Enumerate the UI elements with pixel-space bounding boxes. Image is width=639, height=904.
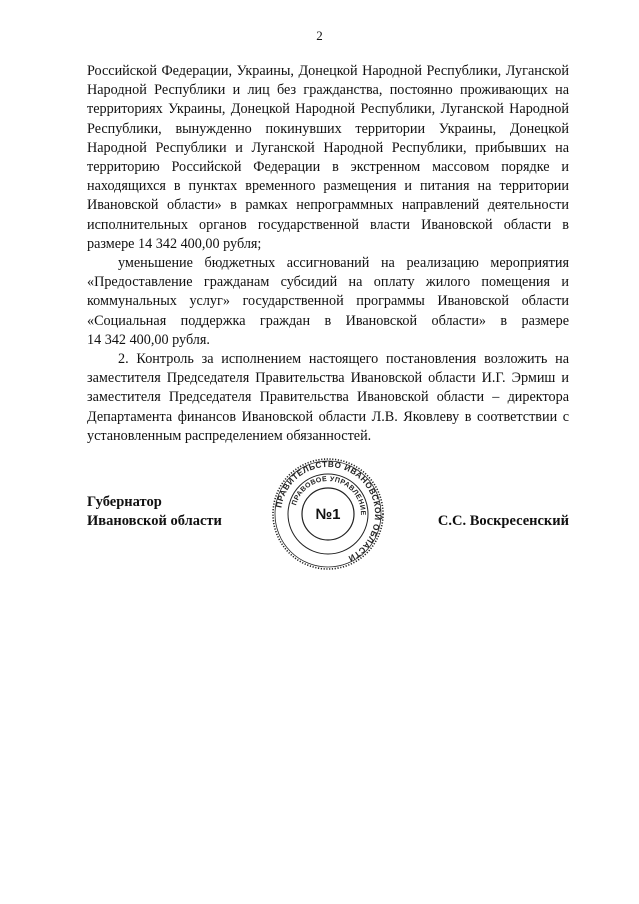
paragraph-1-text: Российской Федерации, Украины, Донецкой Народной Республики, Луганской Народной Республики и лиц без гражданства, постоянно проживающих на территориях Украины, Донецкой Народной Республики, Луганской Народной Республики, вынужденно покинувших территории Украины, Донецкой Народной Республики и Луганской Народной Республики, прибывших на территорию Российской Федерации в экстренном массовом порядке и находящихся в пунктах временного размещения и питания на территории Ивановской области» в рамках непрограммных направлений деятельности исполнительных органов государственной власти Ивановской области в размере: [87, 63, 569, 252]
page-number: 2: [316, 28, 323, 43]
signature-title: [87, 493, 222, 531]
paragraph-2: [87, 254, 569, 350]
document-body: [87, 62, 569, 446]
paragraph-1: [87, 62, 569, 254]
signature-title-line-1: Губернатор: [87, 494, 162, 510]
signature-title-line-2: Ивановской области: [87, 513, 222, 529]
seal-number: №1: [315, 506, 341, 523]
seal-inner-text: ПРАВОВОЕ УПРАВЛЕНИЕ: [291, 475, 367, 516]
paragraph-1-tail: рубля;: [223, 235, 262, 252]
paragraph-2-text: уменьшение бюджетных ассигнований на реализацию мероприятия «Предоставление гражданам субсидий на оплату жилого помещения и коммунальных услуг» государственной программы Ивановской области «Социальная поддержка граждан в Ивановской области» в размере: [87, 255, 569, 329]
paragraph-2-amount: 14 342 400,00 рубля.: [87, 331, 210, 348]
signature-name: С.С. Воскресенский: [437, 513, 569, 529]
paragraph-1-amount: 14 342 400,00: [138, 235, 220, 252]
seal-outer-text: ПРАВИТЕЛЬСТВО ИВАНОВСКОЙ ОБЛАСТИ: [274, 459, 383, 564]
official-seal: [270, 456, 386, 572]
paragraph-3: 2. Контроль за исполнением настоящего постановления возложить на заместителя Председателя Правительства Ивановской области И.Г. Эрмиш и заместителя Председателя Правительства Ивановской области – директора Департамента финансов Ивановской области Л.В. Яковлеву в соответствии с установленным распределением обязанностей.: [87, 351, 569, 444]
